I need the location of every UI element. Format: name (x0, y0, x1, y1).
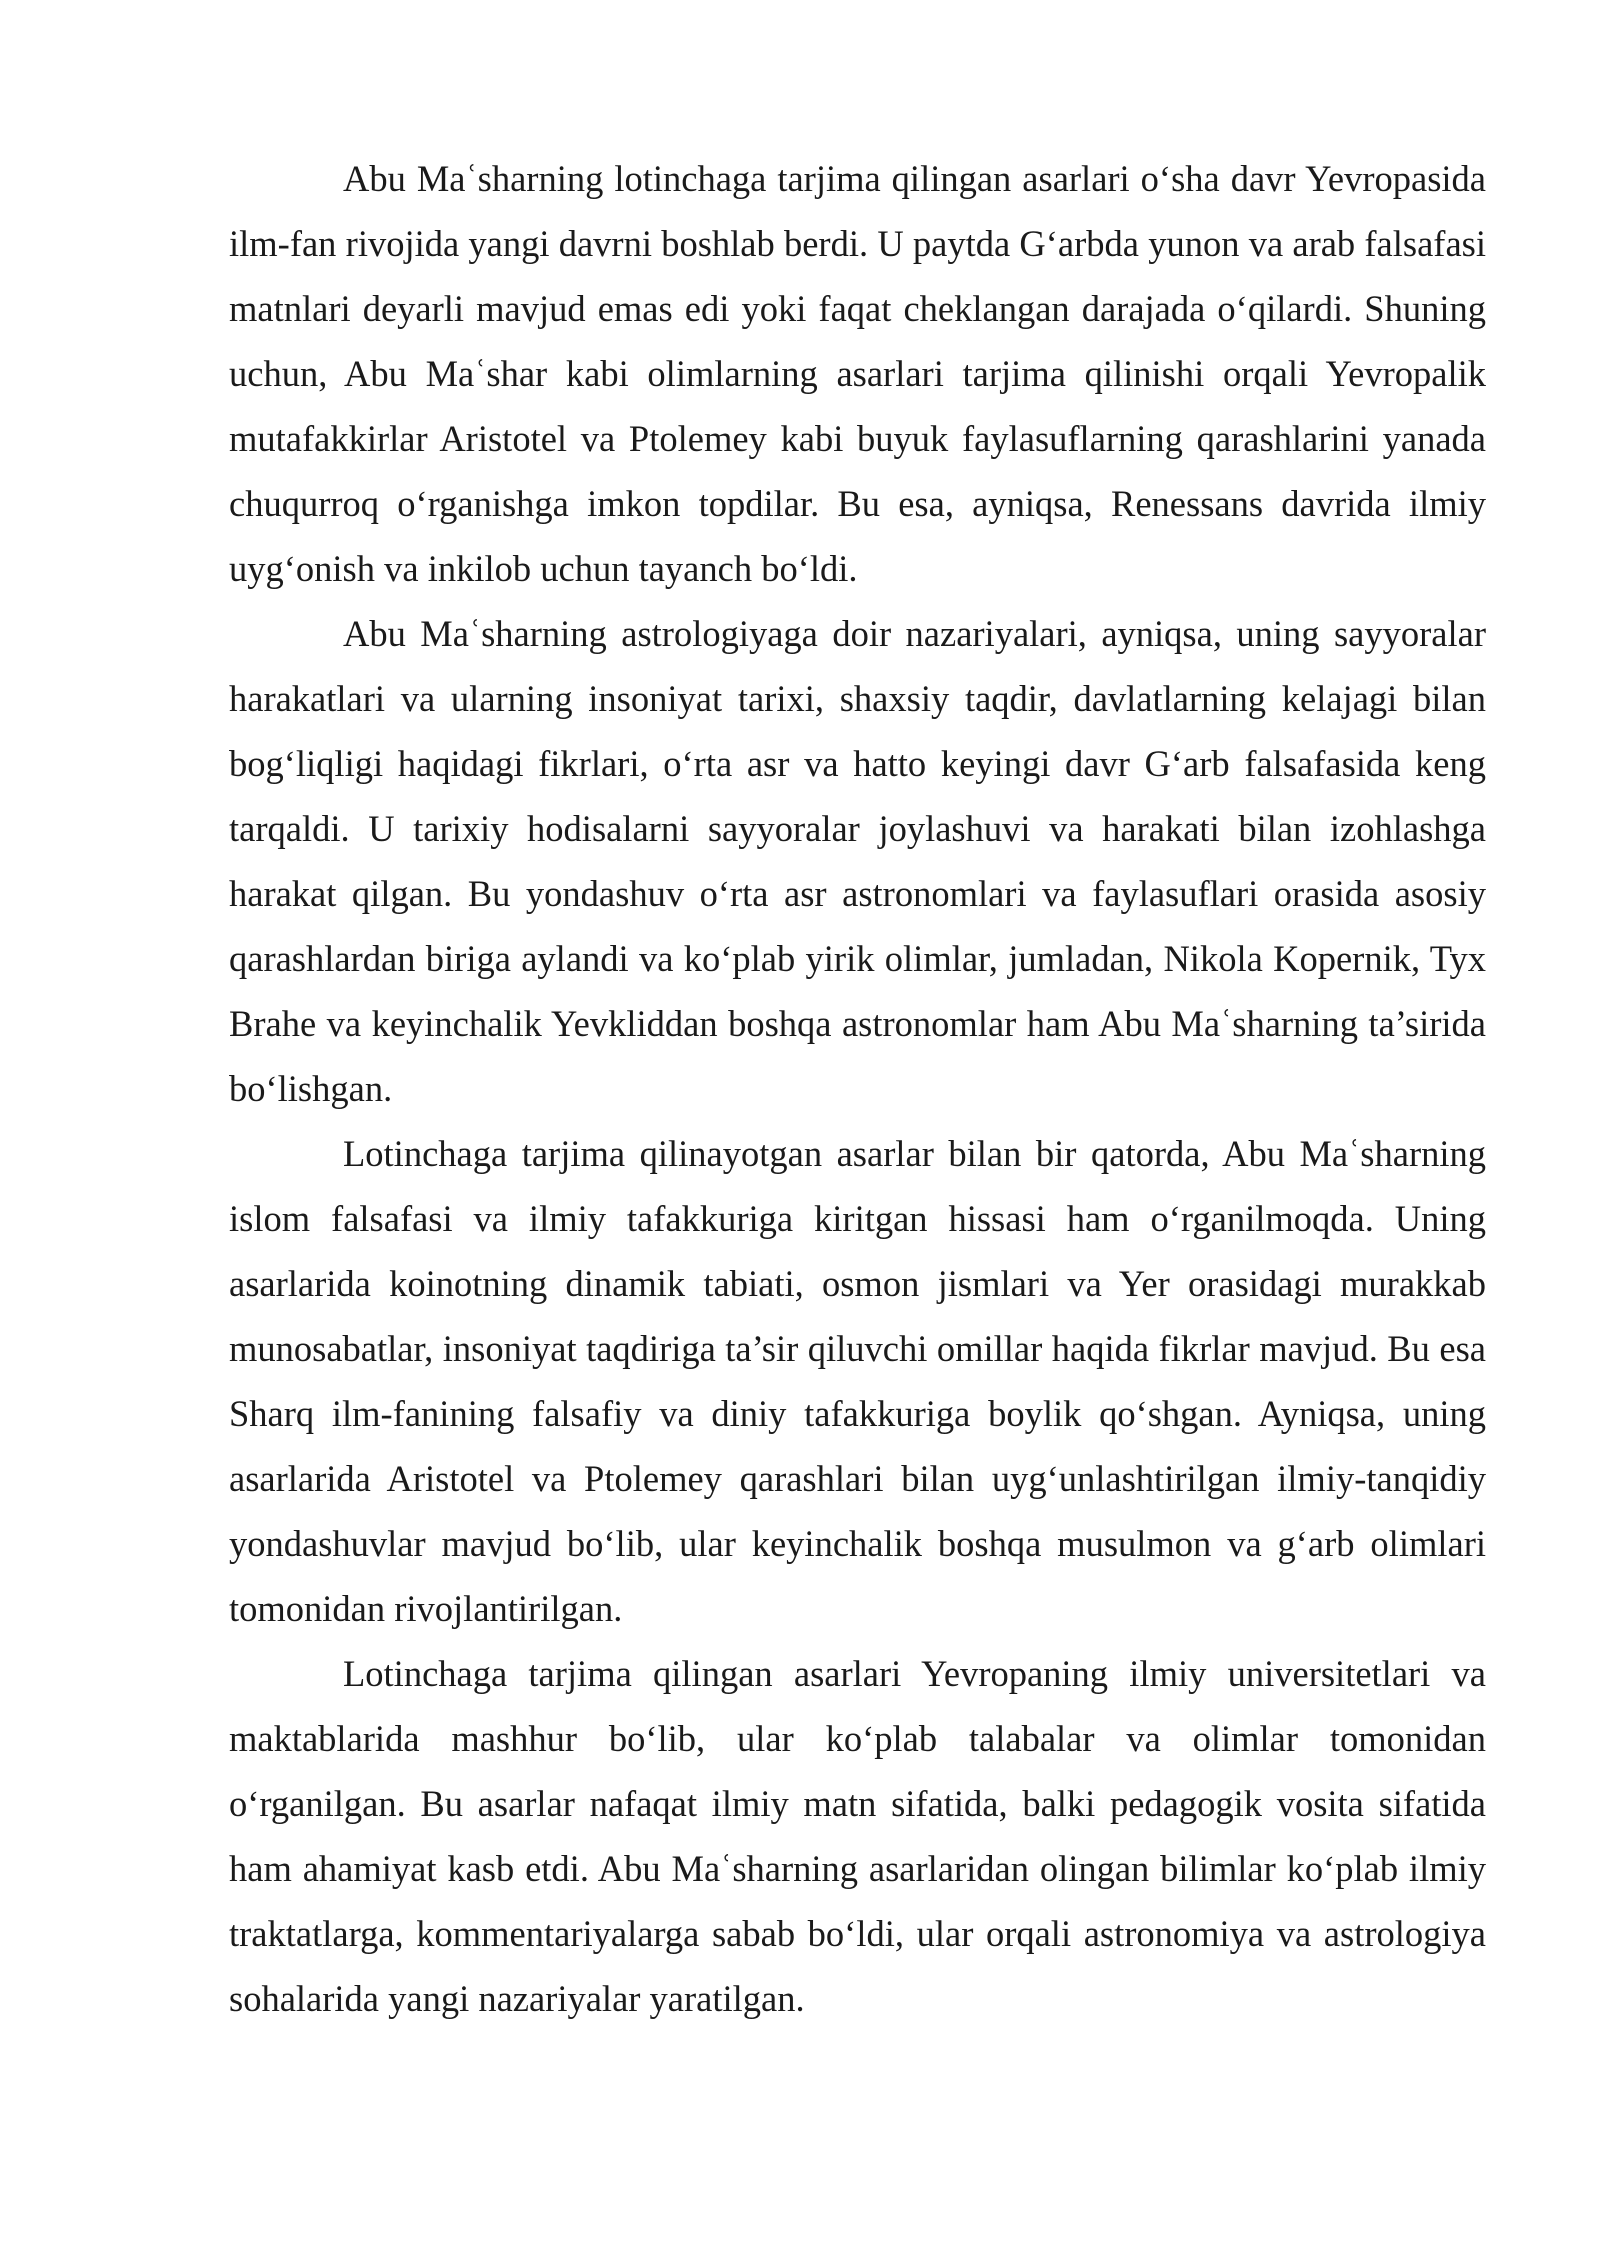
paragraph-4: Lotinchaga tarjima qilingan asarlari Yevropaning ilmiy universitetlari va maktablarida mashhur bo‘lib, ular ko‘plab talabalar va olimlar tomonidan o‘rganilgan. Bu asarlar nafaqat ilmiy matn sifatida, balki pedagogik vosita sifatida ham ahamiyat kasb etdi. Abu Maʿsharning asarlaridan olingan bilimlar ko‘plab ilmiy traktatlarga, kommentariyalarga sabab bo‘ldi, ular orqali astronomiya va astrologiya sohalarida yangi nazariyalar yaratilgan. (229, 1653, 1486, 2019)
paragraph-3: Lotinchaga tarjima qilinayotgan asarlar bilan bir qatorda, Abu Maʿsharning islom falsafasi va ilmiy tafakkuriga kiritgan hissasi ham o‘rganilmoqda. Uning asarlarida koinotning dinamik tabiati, osmon jismlari va Yer orasidagi murakkab munosabatlar, insoniyat taqdiriga ta’sir qiluvchi omillar haqida fikrlar mavjud. Bu esa Sharq ilm-fanining falsafiy va diniy tafakkuriga boylik qo‘shgan. Ayniqsa, uning asarlarida Aristotel va Ptolemey qarashlari bilan uyg‘unlashtirilgan ilmiy-tanqidiy yondashuvlar mavjud bo‘lib, ular keyinchalik boshqa musulmon va g‘arb olimlari tomonidan rivojlantirilgan. (229, 1133, 1486, 1629)
paragraph-1: Abu Maʿsharning lotinchaga tarjima qilingan asarlari o‘sha davr Yevropasida ilm-fan rivojida yangi davrni boshlab berdi. U paytda G‘arbda yunon va arab falsafasi matnlari deyarli mavjud emas edi yoki faqat cheklangan darajada o‘qilardi. Shuning uchun, Abu Maʿshar kabi olimlarning asarlari tarjima qilinishi orqali Yevropalik mutafakkirlar Aristotel va Ptolemey kabi buyuk faylasuflarning qarashlarini yanada chuqurroq o‘rganishga imkon topdilar. Bu esa, ayniqsa, Renessans davrida ilmiy uyg‘onish va inkilob uchun tayanch bo‘ldi. (229, 158, 1486, 589)
document-body (229, 146, 1486, 2031)
paragraph-2: Abu Maʿsharning astrologiyaga doir nazariyalari, ayniqsa, uning sayyoralar harakatlari va ularning insoniyat tarixi, shaxsiy taqdir, davlatlarning kelajagi bilan bog‘liqligi haqidagi fikrlari, o‘rta asr va hatto keyingi davr G‘arb falsafasida keng tarqaldi. U tarixiy hodisalarni sayyoralar joylashuvi va harakati bilan izohlashga harakat qilgan. Bu yondashuv o‘rta asr astronomlari va faylasuflari orasida asosiy qarashlardan biriga aylandi va ko‘plab yirik olimlar, jumladan, Nikola Kopernik, Tyx Brahe va keyinchalik Yevkliddan boshqa astronomlar ham Abu Maʿsharning ta’sirida bo‘lishgan. (229, 613, 1486, 1109)
